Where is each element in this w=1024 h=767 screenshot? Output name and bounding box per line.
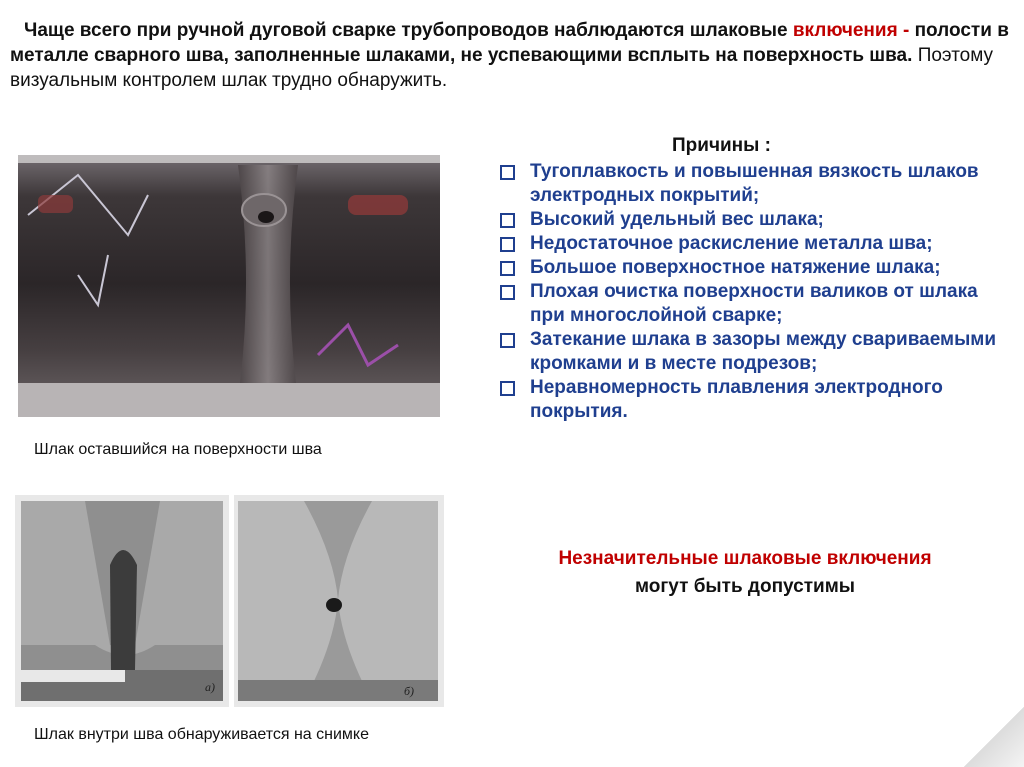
weld-section-photo-b	[234, 495, 444, 707]
intro-term: включения -	[792, 20, 910, 41]
hollow-square-bullet-icon	[500, 165, 515, 180]
hollow-square-bullet-icon	[500, 213, 515, 228]
hollow-square-bullet-icon	[500, 285, 515, 300]
hollow-square-bullet-icon	[500, 381, 515, 396]
hollow-square-bullet-icon	[500, 333, 515, 348]
intro-part-4: Поэтому визуальным контролем шлак трудно обнаружить.	[10, 45, 994, 91]
hollow-square-bullet-icon	[500, 237, 515, 252]
list-item: Плохая очистка поверхности валиков от шлака при многослойной сварке;	[500, 280, 1000, 328]
conclusion-line-2: могут быть допустимы	[634, 576, 855, 597]
causes-title: Причины :	[672, 135, 771, 156]
photo-label-a: а)	[205, 680, 215, 694]
weld-section-photo-a	[15, 495, 229, 707]
caption-surface-slag: Шлак оставшийся на поверхности шва	[34, 441, 322, 458]
causes-list	[500, 160, 1000, 424]
list-item: Тугоплавкость и повышенная вязкость шлаков электродных покрытий;	[500, 160, 1000, 208]
intro-part-3: полости в металле сварного шва, заполненные шлаками, не успевающими всплыть на поверхность шва.	[10, 20, 1009, 66]
list-item: Затекание шлака в зазоры между свариваемыми кромками и в месте подрезов;	[500, 328, 1000, 376]
intro-part-1: Чаще всего при ручной дуговой сварке трубопроводов наблюдаются шлаковые	[24, 20, 788, 41]
list-item: Неравномерность плавления электродного покрытия.	[500, 376, 1000, 424]
conclusion	[500, 545, 990, 601]
caption-inside-slag: Шлак внутри шва обнаруживается на снимке	[34, 726, 369, 743]
list-item: Большое поверхностное натяжение шлака;	[500, 256, 1000, 280]
photo-label-b: б)	[404, 684, 415, 698]
page-curl-decoration	[964, 707, 1024, 767]
list-item: Высокий удельный вес шлака;	[500, 208, 1000, 232]
conclusion-line-1: Незначительные шлаковые включения	[558, 548, 932, 569]
intro-paragraph	[10, 18, 1015, 93]
hollow-square-bullet-icon	[500, 261, 515, 276]
list-item: Недостаточное раскисление металла шва;	[500, 232, 1000, 256]
pipe-surface-photo	[18, 155, 440, 417]
